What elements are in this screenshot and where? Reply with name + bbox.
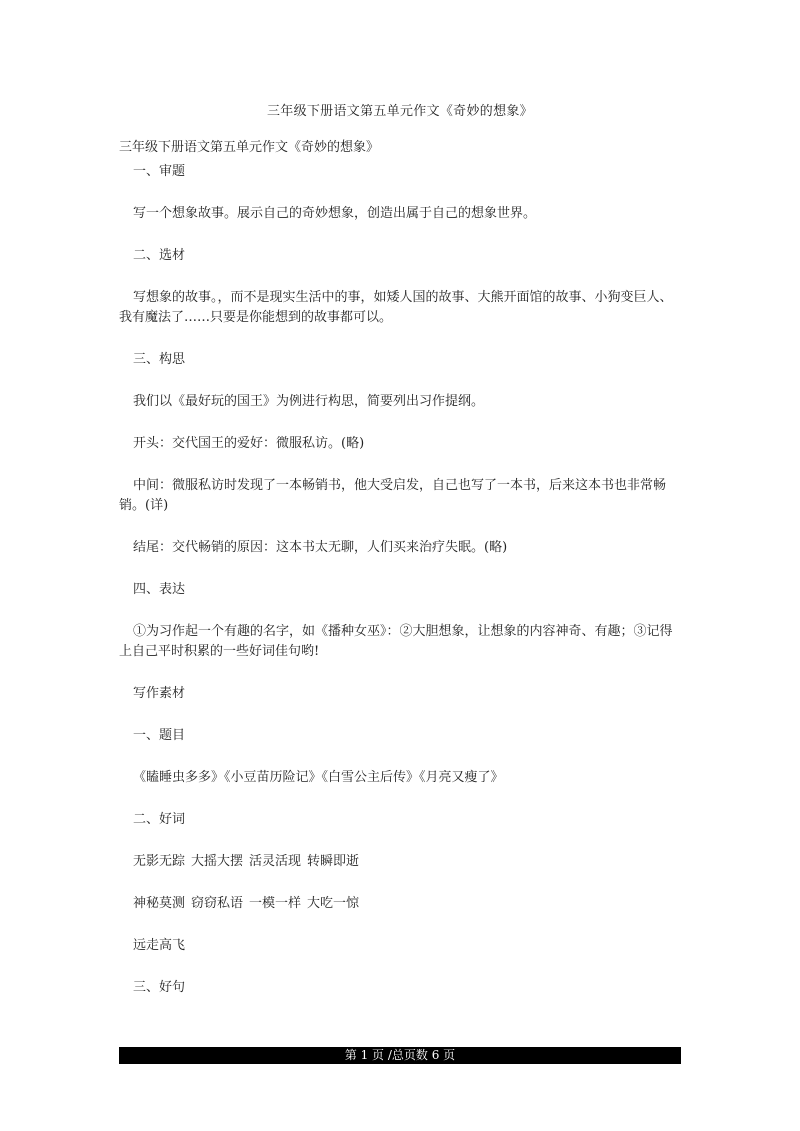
page-title: 三年级下册语文第五单元作文《奇妙的想象》: [266, 104, 533, 119]
section-text-outline-intro: 我们以《最好玩的国王》为例进行构思，简要列出习作提纲。: [133, 394, 485, 409]
word-item: 转瞬即逝: [307, 854, 360, 869]
section-heading-review: 一、审题: [133, 164, 186, 179]
material-heading: 写作素材: [133, 686, 186, 701]
word-item: 大吃一惊: [307, 896, 360, 911]
word-item: 窃窃私语: [191, 896, 244, 911]
word-item: 大摇大摆: [191, 854, 244, 869]
word-item: 无影无踪: [133, 854, 186, 869]
section-heading-outline: 三、构思: [133, 352, 186, 367]
section-text-outline-end: 结尾：交代畅销的原因：这本书太无聊，人们买来治疗失眠。(略): [133, 540, 508, 555]
section-text-review: 写一个想象故事。展示自己的奇妙想象，创造出属于自己的想象世界。: [133, 206, 537, 221]
word-item: 神秘莫测: [133, 896, 186, 911]
document-heading: 三年级下册语文第五单元作文《奇妙的想象》: [119, 140, 380, 155]
word-list-line-2: [119, 894, 684, 914]
word-item: 一模一样: [249, 896, 302, 911]
section-heading-expression: 四、表达: [133, 582, 186, 597]
section-text-expression: ①为习作起一个有趣的名字，如《播种女巫》：②大胆想象，让想象的内容神奇、有趣；③记得上自己平时积累的一些好词佳句哟!: [119, 624, 673, 659]
page-footer: 第 1 页 /总页数 6 页: [119, 1047, 681, 1064]
section-text-outline-start: 开头：交代国王的爱好：微服私访。(略): [133, 436, 365, 451]
document-body: [119, 138, 684, 1020]
word-list-line-1: [119, 852, 684, 872]
material-text-titles: 《瞌睡虫多多》《小豆苗历险记》《白雪公主后传》《月亮又瘦了》: [133, 770, 504, 785]
material-heading-titles: 一、题目: [133, 728, 186, 743]
word-list-line-3: 远走高飞: [133, 938, 186, 953]
material-heading-sentences: 三、好句: [133, 980, 186, 995]
section-text-outline-middle: 中间：微服私访时发现了一本畅销书，他大受启发，自己也写了一本书，后来这本书也非常畅销。(详): [119, 478, 667, 513]
section-text-material-choice: 写想象的故事。，而不是现实生活中的事，如矮人国的故事、大熊开面馆的故事、小狗变巨人、我有魔法了……只要是你能想到的故事都可以。: [119, 290, 673, 325]
word-item: 活灵活现: [249, 854, 302, 869]
section-heading-material-choice: 二、选材: [133, 248, 186, 263]
material-heading-words: 二、好词: [133, 812, 186, 827]
